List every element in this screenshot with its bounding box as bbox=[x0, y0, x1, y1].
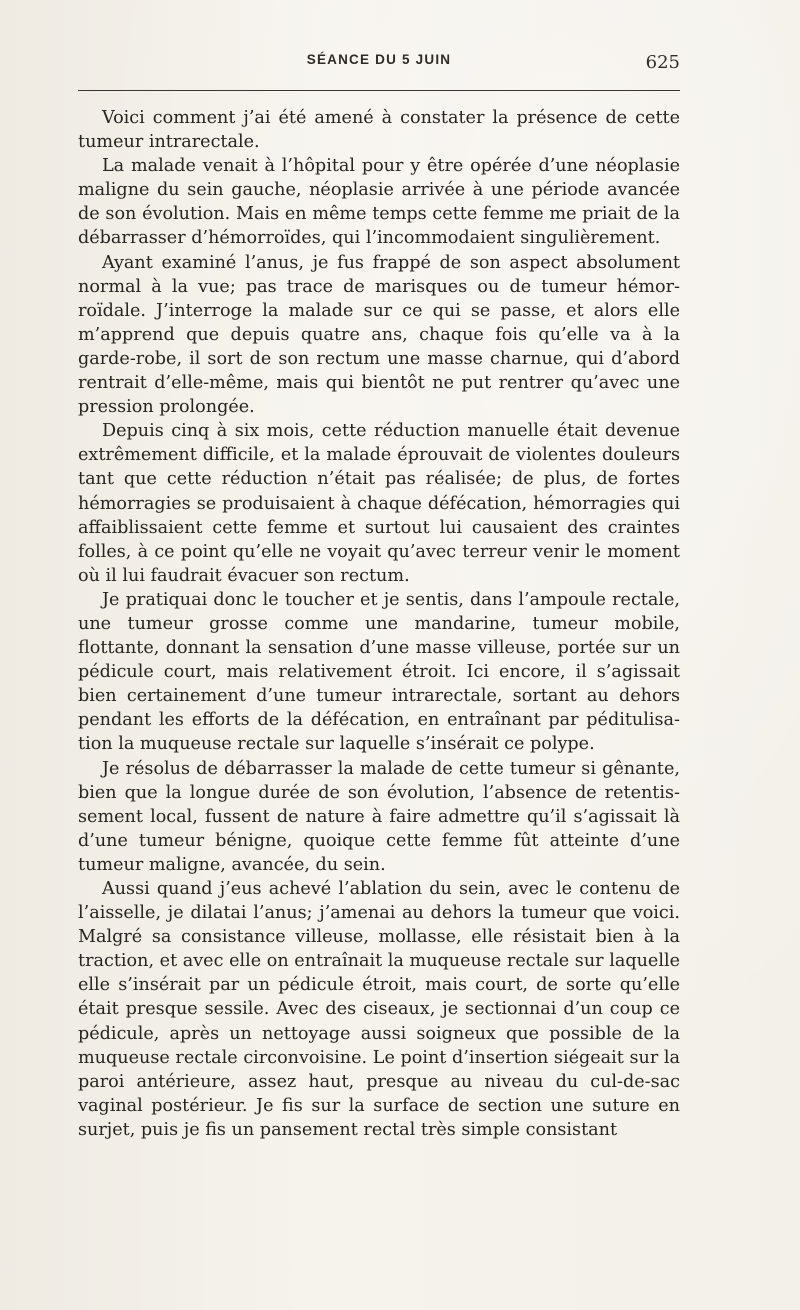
paragraph: Aussi quand j’eus achevé l’ablation du sein, avec le contenu de l’aisselle, je dilatai l’anus; j’amenai au dehors la tumeur que voici. Malgré sa consistance villeuse, mollasse, elle résistait bien à la traction, et avec elle on entraînait la muqueuse rectale sur laquelle elle s’insérait par un pédicule étroit, mais court, de sorte qu’elle était presque sessile. Avec des ciseaux, je sectionnai d’un coup ce pédicule, après un nettoyage aussi soigneux que possible de la muqueuse rectale circonvoisine. Le point d’insertion siégeait sur la paroi antérieure, assez haut, presque au niveau du cul-de-sac vaginal postérieur. Je fis sur la surface de section une suture en surjet, puis je fis un pansement rectal très simple consistant bbox=[78, 879, 680, 1140]
paragraph: La malade venait à l’hôpital pour y être opérée d’une néoplasie maligne du sein gauche, néoplasie arrivée à une période avancée de son évolution. Mais en même temps cette femme me priait de la débarrasser d’hémorroïdes, qui l’incommodaient singulièrement. bbox=[78, 156, 680, 249]
paragraph: Ayant examiné l’anus, je fus frappé de son aspect absolument normal à la vue; pas trace de marisques ou de tumeur hémorroïdale. J’interroge la malade sur ce qui se passe, et alors elle m’apprend que depuis quatre ans, chaque fois qu’elle va à la garde-robe, il sort de son rectum une masse charnue, qui d’abord rentrait d’elle-même, mais qui bientôt ne put rentrer qu’avec une pression prolongée. bbox=[78, 252, 680, 418]
running-title: SÉANCE DU 5 JUIN bbox=[306, 52, 452, 67]
body-text bbox=[78, 106, 680, 1142]
running-head bbox=[78, 52, 680, 72]
header-rule bbox=[78, 90, 680, 91]
paragraph: Voici comment j’ai été amené à constater la présence de cette tumeur intrarectale. bbox=[78, 108, 680, 153]
paragraph: Je pratiquai donc le toucher et je sentis, dans l’ampoule rectale, une tumeur grosse comme une mandarine, tumeur mobile, flottante, donnant la sensation d’une masse villeuse, portée sur un pédicule court, mais relativement étroit. Ici encore, il s’agissait bien certainement d’une tumeur intrarectale, sortant au dehors pendant les efforts de la défécation, en entraînant par péditulisation la muqueuse rectale sur laquelle s’insérait ce polype. bbox=[78, 589, 680, 755]
page-number: 625 bbox=[645, 52, 680, 73]
paragraph: Depuis cinq à six mois, cette réduction manuelle était devenue extrêmement difficile, et la malade éprouvait de violentes douleurs tant que cette réduction n’était pas réalisée; de plus, de fortes hémorragies se produisaient à chaque défécation, hémorragies qui affaiblissaient cette femme et surtout lui causaient des craintes folles, à ce point qu’elle ne voyait qu’avec terreur venir le moment où il lui faudrait évacuer son rectum. bbox=[78, 421, 680, 586]
paragraph: Je résolus de débarrasser la malade de cette tumeur si gênante, bien que la longue durée de son évolution, l’absence de retentissement local, fussent de nature à faire admettre qu’il s’agissait là d’une tumeur bénigne, quoique cette femme fût atteinte d’une tumeur maligne, avancée, du sein. bbox=[78, 758, 680, 875]
